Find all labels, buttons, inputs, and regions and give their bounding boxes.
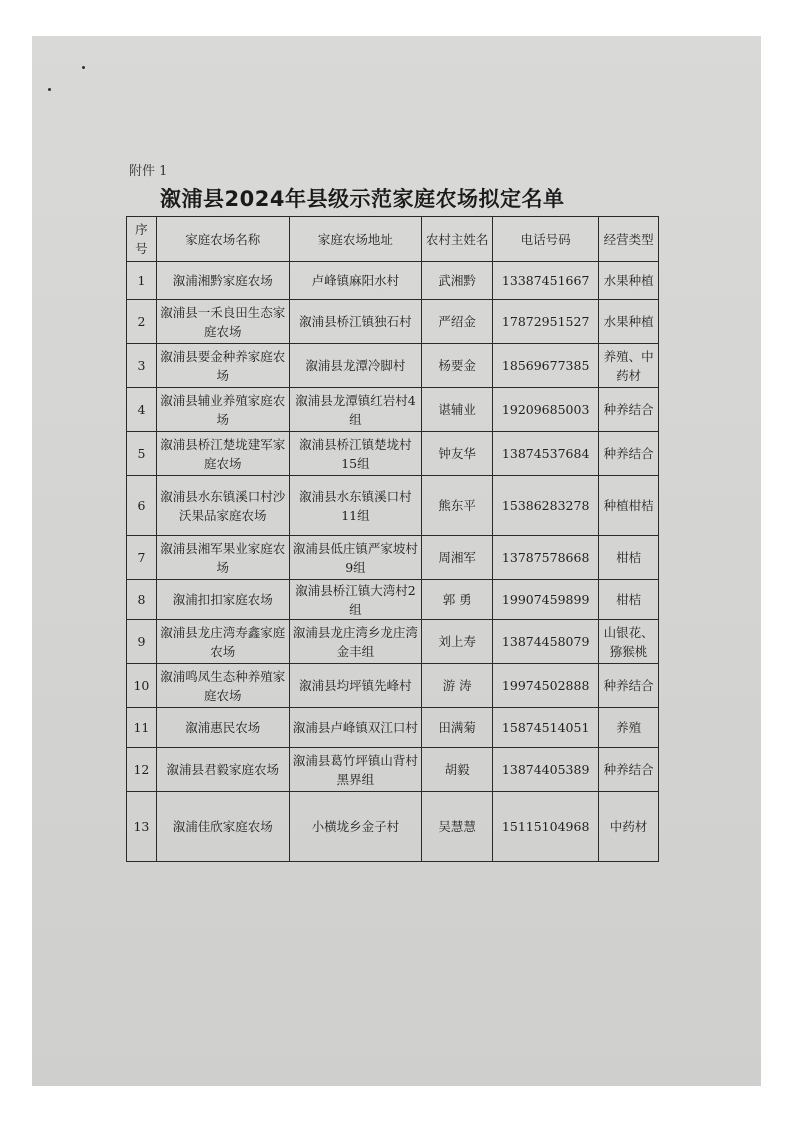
speck-mark (48, 88, 51, 91)
cell-farm-address: 溆浦县低庄镇严家坡村9组 (289, 536, 422, 580)
table-row (127, 536, 659, 580)
table-row (127, 748, 659, 792)
farm-list-table (126, 216, 659, 862)
cell-business-type: 柑桔 (599, 580, 659, 620)
cell-no: 13 (127, 792, 157, 862)
cell-farm-address: 溆浦县卢峰镇双江口村 (289, 708, 422, 748)
table-row (127, 300, 659, 344)
cell-business-type: 养殖、中药材 (599, 344, 659, 388)
cell-farm-address: 溆浦县桥江镇楚垅村15组 (289, 432, 422, 476)
cell-no: 3 (127, 344, 157, 388)
cell-farm-name: 溆浦佳欣家庭农场 (156, 792, 289, 862)
cell-owner: 熊东平 (422, 476, 493, 536)
cell-farm-address: 溆浦县水东镇溪口村11组 (289, 476, 422, 536)
cell-business-type: 中药材 (599, 792, 659, 862)
cell-no: 9 (127, 620, 157, 664)
cell-owner: 钟友华 (422, 432, 493, 476)
cell-no: 6 (127, 476, 157, 536)
table-row (127, 664, 659, 708)
cell-no: 7 (127, 536, 157, 580)
cell-farm-name: 溆浦县君毅家庭农场 (156, 748, 289, 792)
table-row (127, 344, 659, 388)
cell-owner: 田满菊 (422, 708, 493, 748)
cell-owner: 吴慧慧 (422, 792, 493, 862)
header-phone: 电话号码 (493, 217, 599, 262)
table-row (127, 620, 659, 664)
cell-owner: 刘上寿 (422, 620, 493, 664)
cell-farm-name: 溆浦县湘军果业家庭农场 (156, 536, 289, 580)
cell-owner: 杨要金 (422, 344, 493, 388)
cell-business-type: 种养结合 (599, 432, 659, 476)
cell-phone: 19907459899 (493, 580, 599, 620)
header-farm-address: 家庭农场地址 (289, 217, 422, 262)
header-business-type: 经营类型 (599, 217, 659, 262)
cell-phone: 13787578668 (493, 536, 599, 580)
cell-farm-address: 溆浦县桥江镇大湾村2组 (289, 580, 422, 620)
table-row (127, 580, 659, 620)
cell-farm-name: 溆浦县龙庄湾寿鑫家庭农场 (156, 620, 289, 664)
cell-owner: 游 涛 (422, 664, 493, 708)
header-owner: 农村主姓名 (422, 217, 493, 262)
cell-business-type: 种植柑桔 (599, 476, 659, 536)
cell-owner: 武湘黔 (422, 262, 493, 300)
cell-owner: 胡毅 (422, 748, 493, 792)
cell-business-type: 水果种植 (599, 262, 659, 300)
cell-no: 1 (127, 262, 157, 300)
table-row (127, 476, 659, 536)
cell-business-type: 种养结合 (599, 388, 659, 432)
cell-business-type: 柑桔 (599, 536, 659, 580)
table-row (127, 262, 659, 300)
cell-phone: 13387451667 (493, 262, 599, 300)
cell-farm-address: 溆浦县葛竹坪镇山背村黑界组 (289, 748, 422, 792)
table-row (127, 388, 659, 432)
cell-no: 8 (127, 580, 157, 620)
cell-phone: 19974502888 (493, 664, 599, 708)
cell-business-type: 水果种植 (599, 300, 659, 344)
cell-farm-name: 溆浦县一禾良田生态家庭农场 (156, 300, 289, 344)
cell-no: 2 (127, 300, 157, 344)
cell-phone: 15115104968 (493, 792, 599, 862)
cell-owner: 郭 勇 (422, 580, 493, 620)
cell-no: 5 (127, 432, 157, 476)
cell-no: 11 (127, 708, 157, 748)
cell-farm-name: 溆浦扣扣家庭农场 (156, 580, 289, 620)
header-no: 序号 (127, 217, 157, 262)
cell-farm-name: 溆浦县桥江楚垅建军家庭农场 (156, 432, 289, 476)
cell-phone: 17872951527 (493, 300, 599, 344)
table-header-row (127, 217, 659, 262)
cell-phone: 19209685003 (493, 388, 599, 432)
cell-no: 12 (127, 748, 157, 792)
cell-owner: 谌辅业 (422, 388, 493, 432)
cell-business-type: 种养结合 (599, 748, 659, 792)
table-row (127, 792, 659, 862)
speck-mark (82, 66, 85, 69)
cell-business-type: 养殖 (599, 708, 659, 748)
cell-farm-address: 溆浦县均坪镇先峰村 (289, 664, 422, 708)
cell-farm-name: 溆浦湘黔家庭农场 (156, 262, 289, 300)
header-farm-name: 家庭农场名称 (156, 217, 289, 262)
cell-no: 4 (127, 388, 157, 432)
document-title: 溆浦县2024年县级示范家庭农场拟定名单 (160, 187, 565, 211)
cell-phone: 15874514051 (493, 708, 599, 748)
cell-phone: 13874405389 (493, 748, 599, 792)
cell-owner: 严绍金 (422, 300, 493, 344)
cell-farm-name: 溆浦县要金种养家庭农场 (156, 344, 289, 388)
cell-farm-address: 溆浦县龙庄湾乡龙庄湾金丰组 (289, 620, 422, 664)
cell-farm-name: 溆浦县辅业养殖家庭农场 (156, 388, 289, 432)
cell-business-type: 种养结合 (599, 664, 659, 708)
table-row (127, 708, 659, 748)
cell-no: 10 (127, 664, 157, 708)
table-row (127, 432, 659, 476)
cell-phone: 15386283278 (493, 476, 599, 536)
cell-farm-name: 溆浦惠民农场 (156, 708, 289, 748)
cell-phone: 13874458079 (493, 620, 599, 664)
cell-phone: 13874537684 (493, 432, 599, 476)
cell-farm-address: 溆浦县龙潭冷脚村 (289, 344, 422, 388)
cell-farm-name: 溆浦县水东镇溪口村沙沃果品家庭农场 (156, 476, 289, 536)
cell-owner: 周湘军 (422, 536, 493, 580)
cell-farm-address: 小横垅乡金子村 (289, 792, 422, 862)
cell-phone: 18569677385 (493, 344, 599, 388)
attachment-label: 附件 1 (129, 164, 168, 179)
cell-farm-name: 溆浦鸣凤生态种养殖家庭农场 (156, 664, 289, 708)
cell-farm-address: 卢峰镇麻阳水村 (289, 262, 422, 300)
cell-farm-address: 溆浦县龙潭镇红岩村4组 (289, 388, 422, 432)
cell-farm-address: 溆浦县桥江镇独石村 (289, 300, 422, 344)
cell-business-type: 山银花、猕猴桃 (599, 620, 659, 664)
